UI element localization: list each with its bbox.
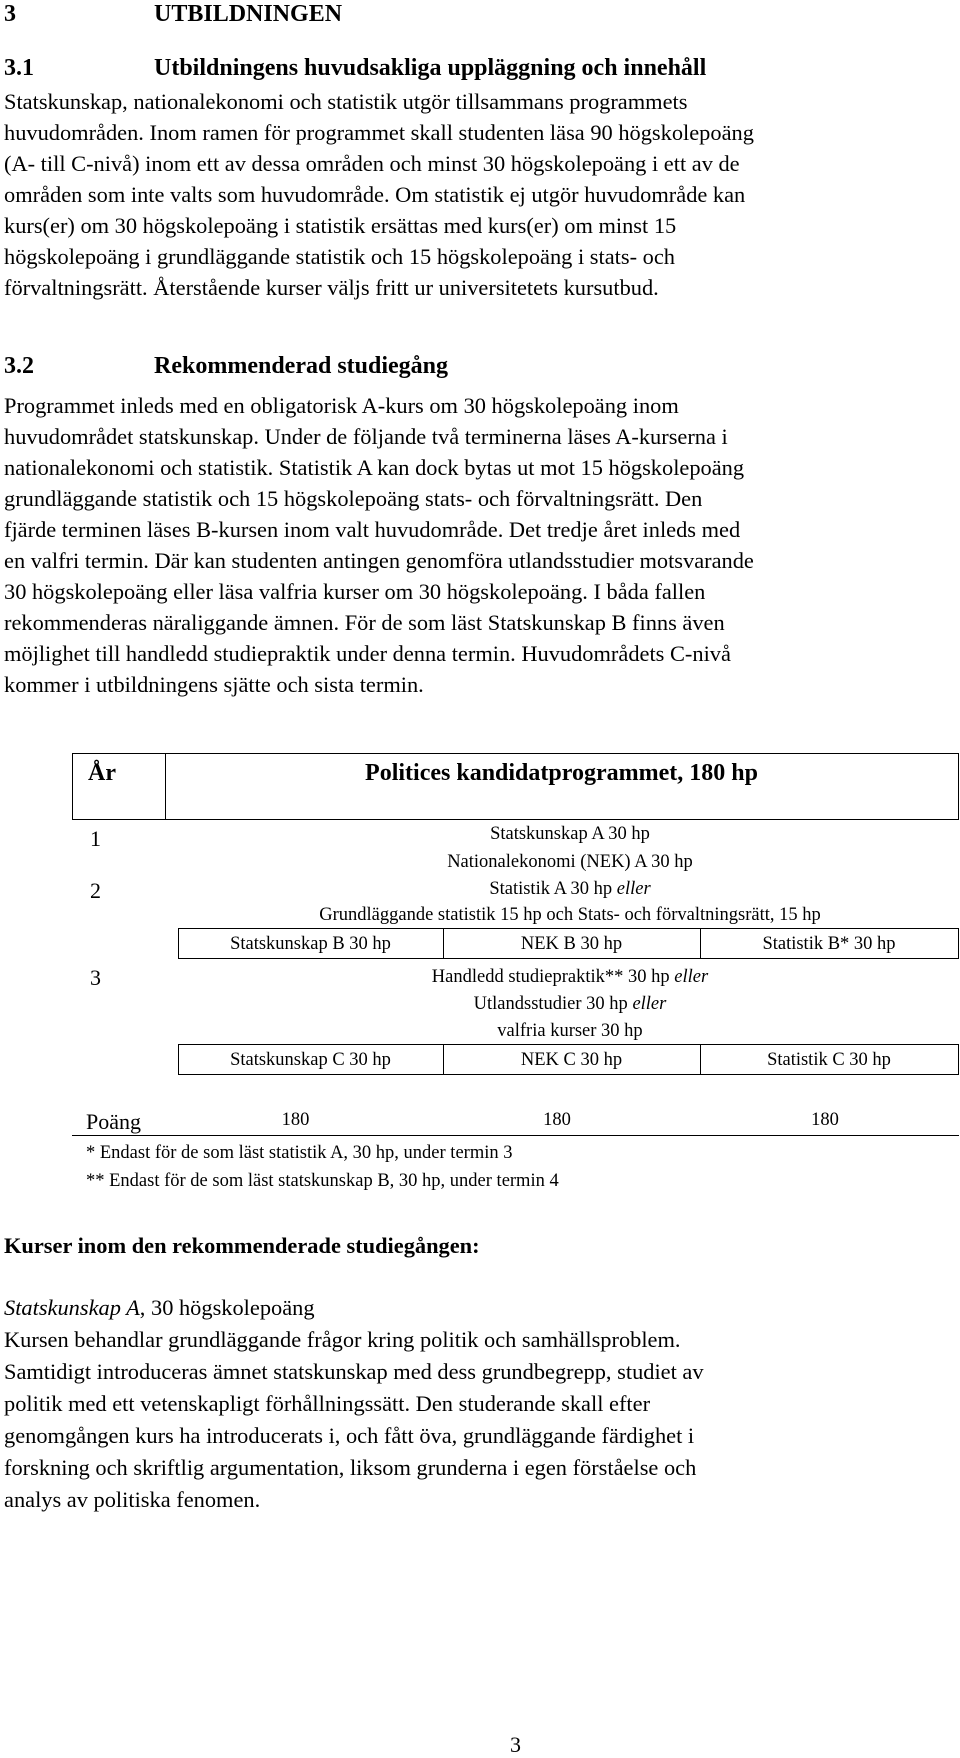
year2-cell: NEK B 30 hp <box>520 934 623 954</box>
paragraph-line: en valfri termin. Där kan studenten antingen genomföra utlandsstudier motsvarande <box>4 548 754 573</box>
section-number: 3.2 <box>4 353 34 379</box>
year3-cell: Statskunskap C 30 hp <box>230 1050 391 1070</box>
footnote: * Endast för de som läst statistik A, 30 hp, under termin 3 <box>86 1143 513 1163</box>
year2-cell: Statistik B* 30 hp <box>762 934 896 954</box>
paragraph-line: Kursen behandlar grundläggande frågor kring politik och samhällsproblem. <box>4 1327 681 1352</box>
paragraph-line: politik med ett vetenskapligt förhållningssätt. Den studerande skall efter <box>4 1391 651 1416</box>
paragraph-line: områden som inte valts som huvudområde. Om statistik ej utgör huvudområde kan <box>4 182 746 207</box>
year3-option-line-1 <box>180 966 960 988</box>
points-value: 180 <box>811 1110 839 1130</box>
or-text: eller <box>616 879 651 899</box>
table-border <box>178 1074 959 1075</box>
table-border <box>72 819 959 820</box>
year1-course-1: Statskunskap A 30 hp <box>490 824 650 844</box>
table-border <box>72 753 959 754</box>
year2-course: Statistik A 30 hp <box>489 879 613 899</box>
paragraph-line: huvudområdet statskunskap. Under de följande två terminerna läses A-kurserna i <box>4 424 728 449</box>
section-3-2-paragraph <box>4 390 956 731</box>
section-number: 3.1 <box>4 55 34 81</box>
chapter-title: UTBILDNINGEN <box>154 1 343 27</box>
course-description <box>4 1292 956 1540</box>
year1-course-2: Nationalekonomi (NEK) A 30 hp <box>447 852 693 872</box>
table-border <box>72 1135 959 1136</box>
year2-cell: Statskunskap B 30 hp <box>230 934 391 954</box>
year3-course: Handledd studiepraktik** 30 hp <box>431 967 670 987</box>
paragraph-line: forskning och skriftlig argumentation, liksom grunderna i egen förståelse och <box>4 1455 697 1480</box>
course-credits: , 30 högskolepoäng <box>139 1295 315 1320</box>
table-border <box>72 753 73 820</box>
table-header-year: År <box>88 760 116 786</box>
paragraph-line: kommer i utbildningens sjätte och sista termin. <box>4 672 424 697</box>
year3-cell: NEK C 30 hp <box>520 1050 623 1070</box>
points-value: 180 <box>281 1110 310 1130</box>
year-label-1: 1 <box>90 826 101 851</box>
section-title: Utbildningens huvudsakliga uppläggning och innehåll <box>154 55 707 81</box>
points-value: 180 <box>543 1110 571 1130</box>
paragraph-line: Samtidigt introduceras ämnet statskunskap med dess grundbegrepp, studiet av <box>4 1359 704 1384</box>
paragraph-line: 30 högskolepoäng eller läsa valfria kurser om 30 högskolepoäng. I båda fallen <box>4 579 706 604</box>
table-border <box>178 1044 959 1045</box>
paragraph-line: analys av politiska fenomen. <box>4 1487 261 1512</box>
year-label-2: 2 <box>90 878 101 903</box>
year3-cell: Statistik C 30 hp <box>767 1050 891 1070</box>
table-header-title: Politices kandidatprogrammet, 180 hp <box>365 760 758 786</box>
year2-alternative: Grundläggande statistik 15 hp och Stats- och förvaltningsrätt, 15 hp <box>319 905 821 925</box>
section-title: Rekommenderad studiegång <box>154 353 449 379</box>
year-label-3: 3 <box>90 965 101 990</box>
paragraph-line: högskolepoäng i grundläggande statistik och 15 högskolepoäng i stats- och <box>4 244 675 269</box>
paragraph-line: möjlighet till handledd studiepraktik under denna termin. Huvudområdets C-nivå <box>4 641 731 666</box>
section-3-1-paragraph <box>4 86 956 334</box>
year3-option-line-2 <box>180 993 960 1015</box>
table-border <box>958 1044 959 1075</box>
or-text: eller <box>632 994 667 1014</box>
footnote: ** Endast för de som läst statskunskap B, 30 hp, under termin 4 <box>86 1171 559 1191</box>
table-border <box>178 958 959 959</box>
paragraph-line: fjärde terminen läses B-kursen inom valt huvudområde. Det tredje året inleds med <box>4 517 741 542</box>
paragraph-line: (A- till C-nivå) inom ett av dessa områden och minst 30 högskolepoäng i ett av de <box>4 151 740 176</box>
paragraph-line: förvaltningsrätt. Återstående kurser väljs fritt ur universitetets kursutbud. <box>4 275 659 300</box>
chapter-number: 3 <box>4 1 16 27</box>
year3-option-line-3: valfria kurser 30 hp <box>497 1021 643 1041</box>
course-title-line <box>4 1292 315 1323</box>
section-heading-3-2 <box>4 352 449 380</box>
page-number: 3 <box>510 1732 521 1757</box>
paragraph-line: huvudområden. Inom ramen för programmet skall studenten läsa 90 högskolepoäng <box>4 120 754 145</box>
paragraph-line: Statskunskap, nationalekonomi och statistik utgör tillsammans programmets <box>4 89 688 114</box>
table-border <box>178 928 959 929</box>
chapter-heading <box>4 0 343 28</box>
section-heading-3-1 <box>4 54 707 82</box>
year3-course: Utlandsstudier 30 hp <box>473 994 628 1014</box>
or-text: eller <box>674 967 709 987</box>
paragraph-line: kurs(er) om 30 högskolepoäng i statistik ersättas med kurs(er) om minst 15 <box>4 213 677 238</box>
paragraph-line: nationalekonomi och statistik. Statistik A kan dock bytas ut mot 15 högskolepoäng <box>4 455 745 480</box>
year2-option-line <box>180 878 960 900</box>
points-label: Poäng <box>86 1109 141 1134</box>
course-name: Statskunskap A <box>4 1295 140 1320</box>
paragraph-line: grundläggande statistik och 15 högskolepoäng stats- och förvaltningsrätt. Den <box>4 486 703 511</box>
paragraph-line: Programmet inleds med en obligatorisk A-kurs om 30 högskolepoäng inom <box>4 393 679 418</box>
table-border <box>958 928 959 959</box>
table-border <box>958 753 959 820</box>
paragraph-line: genomgången kurs ha introducerats i, och fått öva, grundläggande färdighet i <box>4 1423 695 1448</box>
courses-heading: Kurser inom den rekommenderade studiegången: <box>4 1233 480 1258</box>
paragraph-line: rekommenderas näraliggande ämnen. För de som läst Statskunskap B finns även <box>4 610 725 635</box>
